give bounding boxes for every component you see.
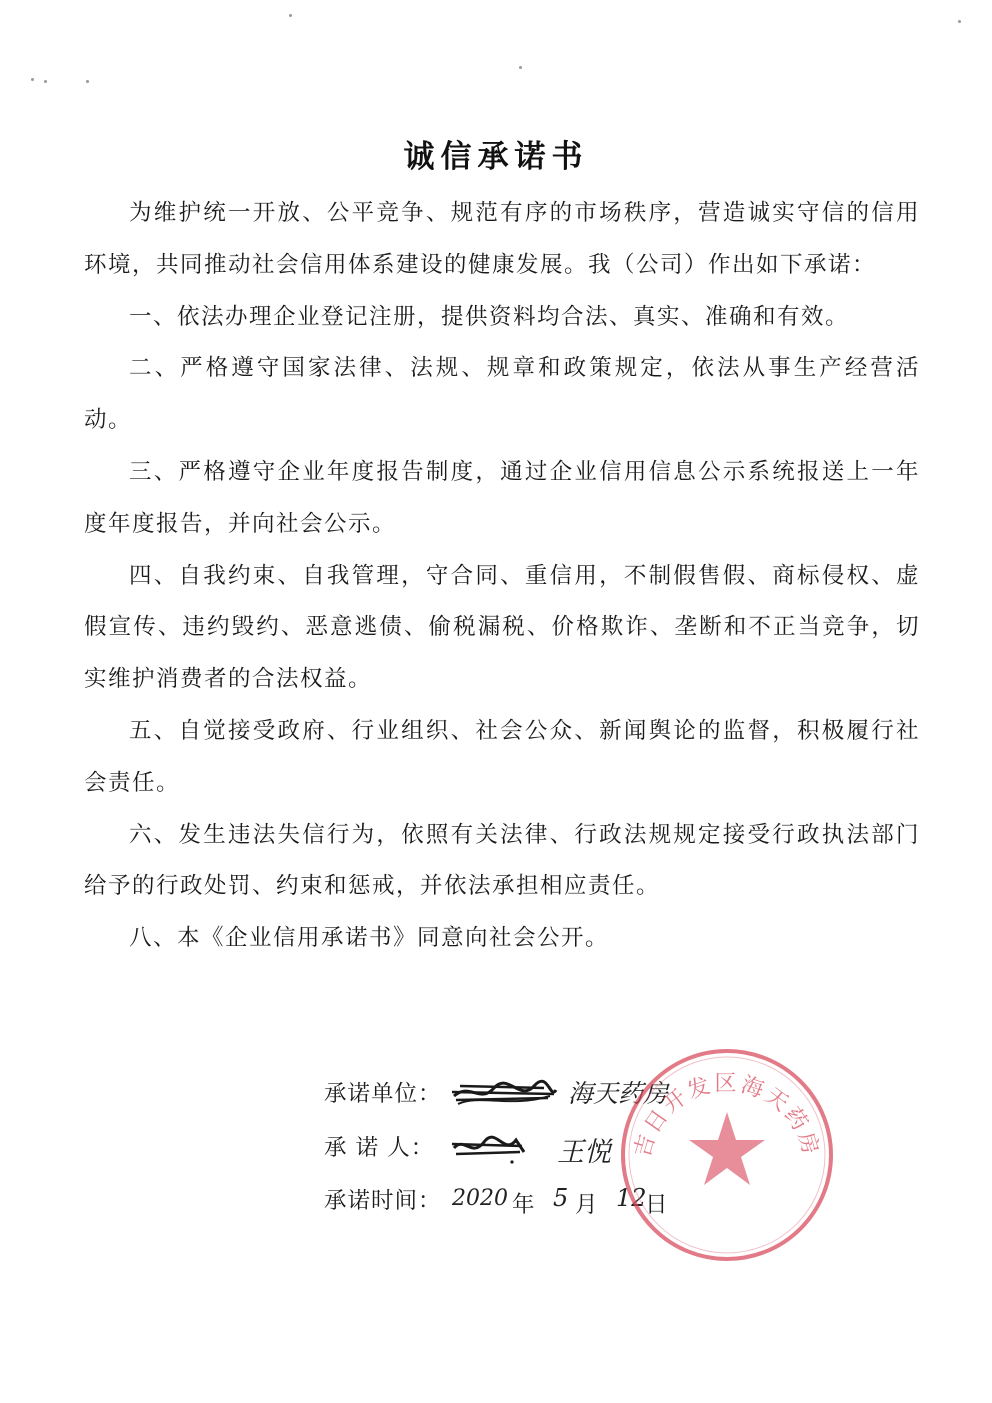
person-handwritten: 王悦 — [557, 1137, 611, 1168]
clause-8: 八、本《企业信用承诺书》同意向社会公开。 — [129, 925, 610, 952]
document-body — [84, 188, 920, 965]
scan-speck — [86, 80, 89, 83]
date-month-handwritten: 5 — [553, 1184, 569, 1212]
scan-speck — [31, 78, 34, 81]
date-year-unit: 年 — [512, 1192, 535, 1218]
date-day-unit: 日 — [645, 1192, 668, 1218]
scan-speck — [519, 66, 522, 69]
company-seal — [612, 1040, 842, 1270]
redaction-scribble-unit — [450, 1074, 560, 1114]
seal-text: 吉日开发区海天药房 — [630, 1071, 824, 1161]
scan-speck — [958, 20, 961, 23]
clause-5: 五、自觉接受政府、行业组织、社会公众、新闻舆论的监督，积极履行社会责任。 — [84, 717, 920, 796]
scan-speck — [289, 14, 292, 17]
clause-2: 二、严格遵守国家法律、法规、规章和政策规定，依法从事生产经营活动。 — [84, 355, 920, 434]
redaction-scribble-person — [450, 1130, 530, 1166]
document-title: 诚信承诺书 — [403, 138, 589, 175]
date-label: 承诺时间： — [324, 1188, 442, 1214]
date-year-handwritten: 2020 — [452, 1186, 508, 1211]
date-day-handwritten: 12 — [616, 1184, 647, 1212]
date-month-unit: 月 — [575, 1192, 598, 1218]
clause-3: 三、严格遵守企业年度报告制度，通过企业信用信息公示系统报送上一年度年度报告，并向社会公示。 — [84, 458, 920, 537]
clause-1: 一、依法办理企业登记注册，提供资料均合法、真实、准确和有效。 — [129, 303, 850, 330]
person-label: 承 诺 人： — [324, 1135, 435, 1161]
clause-6: 六、发生违法失信行为，依照有关法律、行政法规规定接受行政执法部门给予的行政处罚、约束和惩戒，并依法承担相应责任。 — [84, 821, 920, 900]
scan-speck — [44, 80, 47, 83]
unit-label: 承诺单位： — [324, 1081, 442, 1107]
unit-handwritten: 海天药房 — [568, 1079, 669, 1108]
seal-star-icon — [689, 1112, 765, 1185]
clause-4: 四、自我约束、自我管理，守合同、重信用，不制假售假、商标侵权、虚假宣传、违约毁约、恶意逃债、偷税漏税、价格欺诈、垄断和不正当竞争，切实维护消费者的合法权益。 — [84, 562, 920, 693]
intro-paragraph: 为维护统一开放、公平竞争、规范有序的市场秩序，营造诚实守信的信用环境，共同推动社会信用体系建设的健康发展。我（公司）作出如下承诺： — [84, 200, 920, 278]
